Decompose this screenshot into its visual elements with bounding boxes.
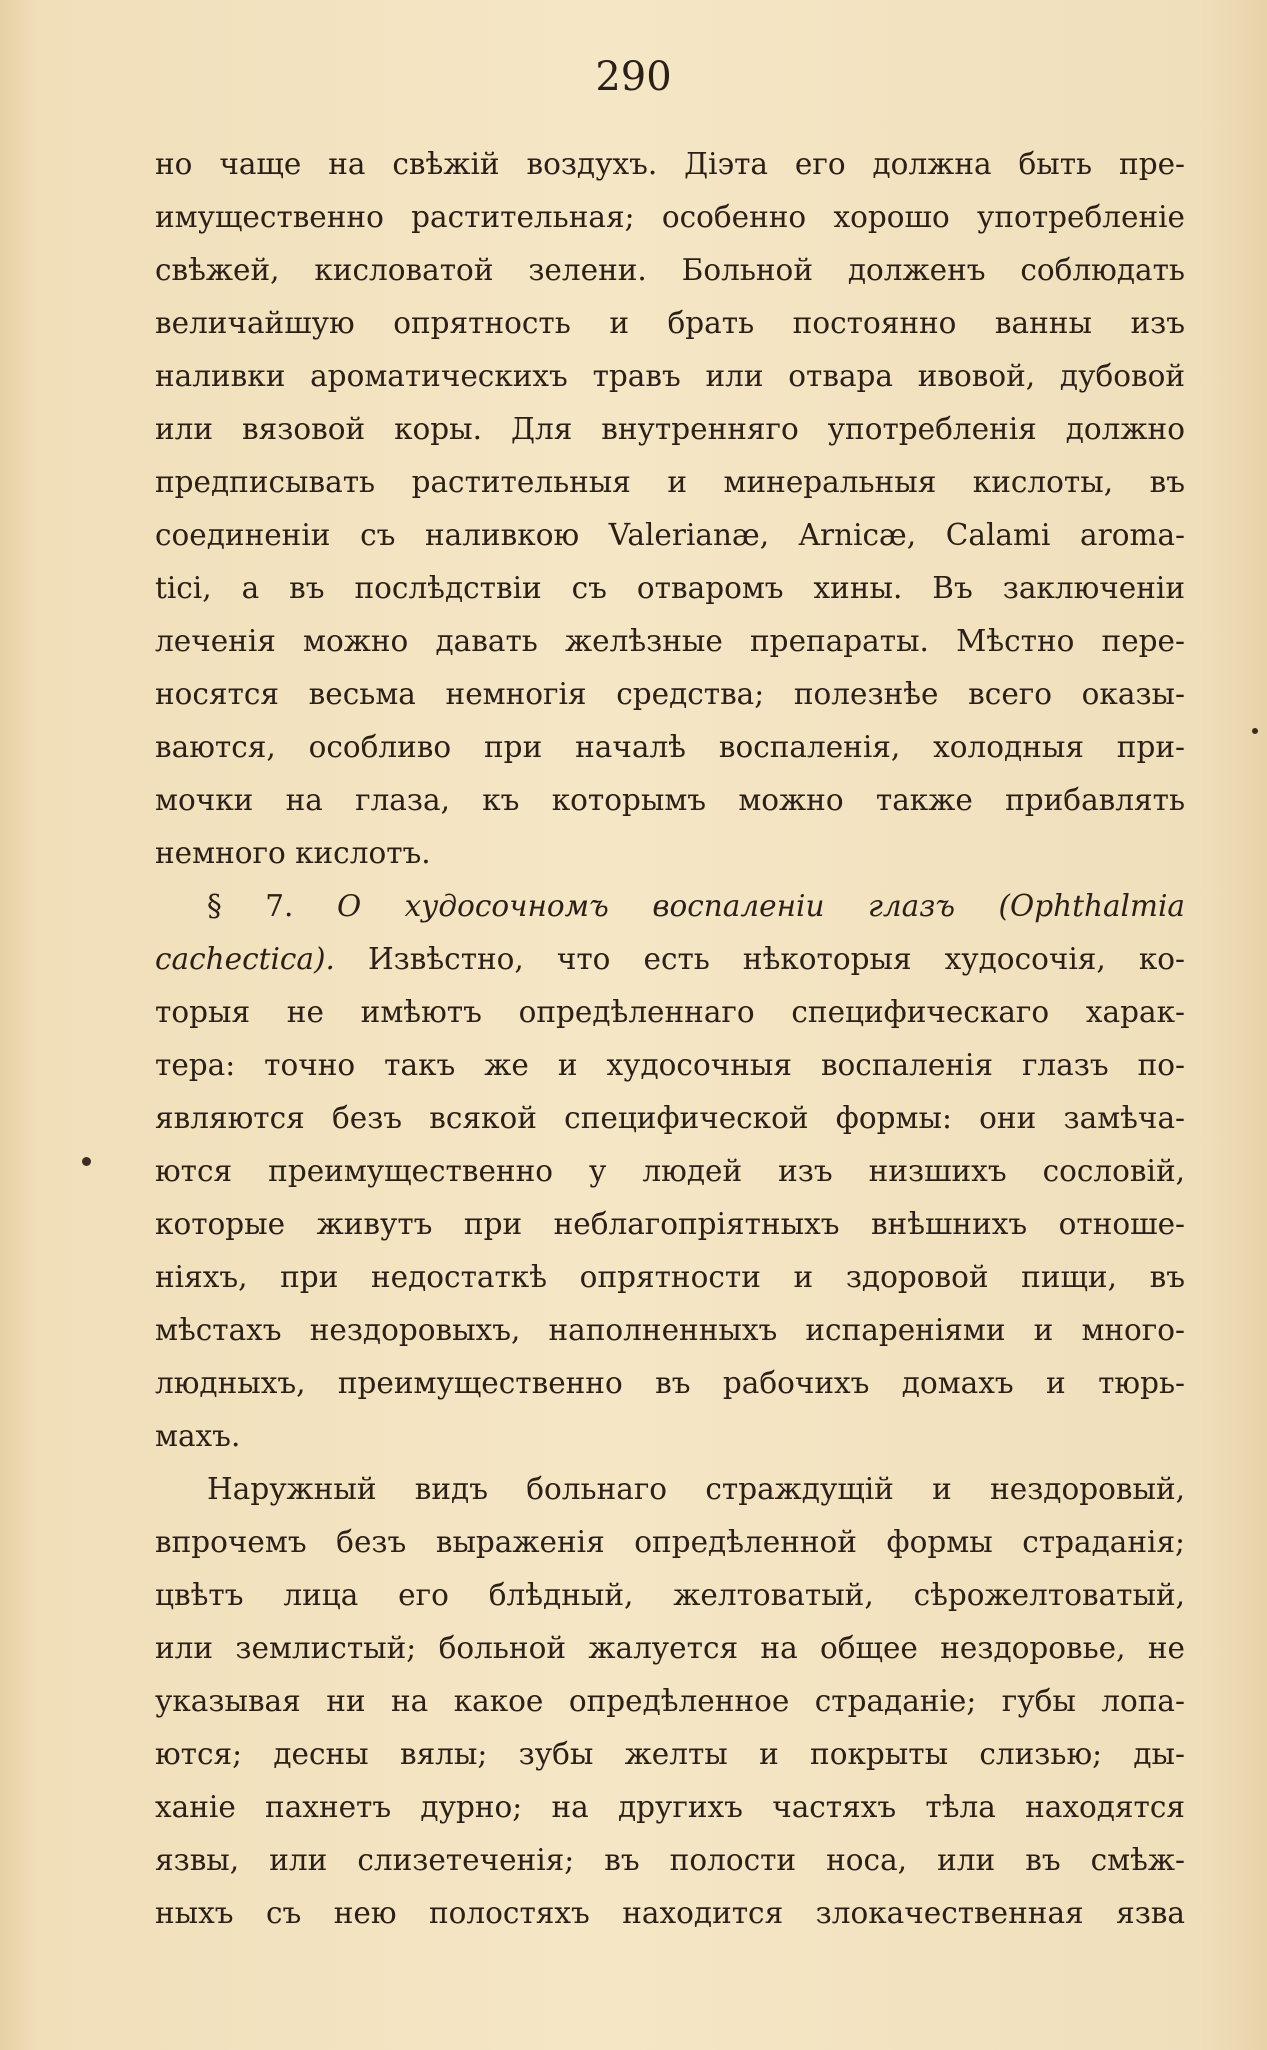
text-segment: Наружный видъ больнаго страждущій и нездоровый,	[207, 1472, 1185, 1506]
text-segment: ются; десны вялы; зубы желты и покрыты слизью; ды-	[155, 1737, 1185, 1771]
text-segment: величайшую опрятность и брать постоянно ванны изъ	[155, 306, 1185, 340]
text-line	[155, 1834, 1185, 1887]
text-line	[155, 1516, 1185, 1569]
text-line	[155, 509, 1185, 562]
italic-text: cachectica).	[155, 942, 335, 976]
page-number: 290	[595, 54, 672, 100]
text-segment: предписывать растительныя и минеральныя кислоты, въ	[155, 465, 1185, 499]
text-line	[155, 1622, 1185, 1675]
text-line	[155, 615, 1185, 668]
text-line	[155, 933, 1185, 986]
text-segment: ются преимущественно у людей изъ низшихъ сословій,	[155, 1154, 1185, 1188]
text-line	[155, 1781, 1185, 1834]
text-segment: мѣстахъ нездоровыхъ, наполненныхъ испареніями и много-	[155, 1313, 1185, 1347]
ink-speck	[82, 1157, 91, 1166]
text-segment: язвы, или слизетеченія; въ полости носа, или въ смѣж-	[155, 1843, 1185, 1877]
text-line	[155, 827, 1185, 880]
text-segment: цвѣтъ лица его блѣдный, желтоватый, сѣрожелтоватый,	[155, 1578, 1185, 1612]
text-segment: Извѣстно, что есть нѣкоторыя худосочія, ко-	[334, 942, 1185, 976]
text-line	[155, 403, 1185, 456]
text-segment: ханіе пахнетъ дурно; на другихъ частяхъ тѣла находятся	[155, 1790, 1185, 1824]
body-text	[155, 138, 1185, 1940]
text-line	[155, 1463, 1185, 1516]
text-line	[155, 986, 1185, 1039]
text-segment: тера: точно такъ же и худосочныя воспаленія глазъ по-	[155, 1048, 1185, 1082]
text-segment: tici, а въ послѣдствіи съ отваромъ хины. Въ заключеніи	[155, 571, 1185, 605]
text-line	[155, 1887, 1185, 1940]
text-segment: указывая ни на какое опредѣленное страданіе; губы лопа-	[155, 1684, 1185, 1718]
text-line	[155, 138, 1185, 191]
text-line	[155, 350, 1185, 403]
text-segment: немного кислотъ.	[155, 836, 431, 870]
text-line	[155, 1410, 1185, 1463]
text-segment: или землистый; больной жалуется на общее нездоровье, не	[155, 1631, 1185, 1665]
text-segment: мочки на глаза, къ которымъ можно также прибавлять	[155, 783, 1185, 817]
text-segment: наливки ароматическихъ травъ или отвара ивовой, дубовой	[155, 359, 1185, 393]
text-line	[155, 191, 1185, 244]
text-line	[155, 1357, 1185, 1410]
text-segment: § 7.	[207, 889, 337, 923]
text-line	[155, 456, 1185, 509]
text-segment: леченія можно давать желѣзные препараты. Мѣстно пере-	[155, 624, 1185, 658]
text-line	[155, 562, 1185, 615]
text-line	[155, 1198, 1185, 1251]
text-line	[155, 1304, 1185, 1357]
ink-speck	[1252, 728, 1258, 734]
text-line	[155, 297, 1185, 350]
text-line	[155, 880, 1185, 933]
text-segment: имущественно растительная; особенно хорошо употребленіе	[155, 200, 1185, 234]
text-line	[155, 1092, 1185, 1145]
text-line	[155, 1039, 1185, 1092]
text-line	[155, 668, 1185, 721]
text-segment: но чаще на свѣжій воздухъ. Діэта его должна быть пре-	[155, 147, 1185, 181]
text-segment: торыя не имѣютъ опредѣленнаго специфическаго харак-	[155, 995, 1185, 1029]
text-segment: или вязовой коры. Для внутренняго употребленія должно	[155, 412, 1185, 446]
text-segment: ваются, особливо при началѣ воспаленія, холодныя при-	[155, 730, 1185, 764]
text-segment: носятся весьма немногія средства; полезнѣе всего оказы-	[155, 677, 1185, 711]
text-segment: ныхъ съ нею полостяхъ находится злокачественная язва	[155, 1896, 1185, 1930]
text-line	[155, 1569, 1185, 1622]
text-line	[155, 1675, 1185, 1728]
text-segment: соединеніи съ наливкою Valerianæ, Arnicæ, Calami aroma-	[155, 518, 1185, 552]
text-line	[155, 721, 1185, 774]
text-line	[155, 1251, 1185, 1304]
italic-text: О худосочномъ воспаленіи глазъ (Ophthalmia	[336, 889, 1185, 923]
text-segment: свѣжей, кисловатой зелени. Больной долженъ соблюдать	[155, 253, 1185, 287]
text-line	[155, 1145, 1185, 1198]
text-segment: ніяхъ, при недостаткѣ опрятности и здоровой пищи, въ	[155, 1260, 1185, 1294]
text-segment: впрочемъ безъ выраженія опредѣленной формы страданія;	[155, 1525, 1185, 1559]
text-segment: махъ.	[155, 1419, 241, 1453]
text-segment: которые живутъ при неблагопріятныхъ внѣшнихъ отноше-	[155, 1207, 1185, 1241]
text-line	[155, 1728, 1185, 1781]
text-segment: являются безъ всякой специфической формы: они замѣча-	[155, 1101, 1185, 1135]
text-line	[155, 774, 1185, 827]
text-line	[155, 244, 1185, 297]
text-segment: людныхъ, преимущественно въ рабочихъ домахъ и тюрь-	[155, 1366, 1185, 1400]
